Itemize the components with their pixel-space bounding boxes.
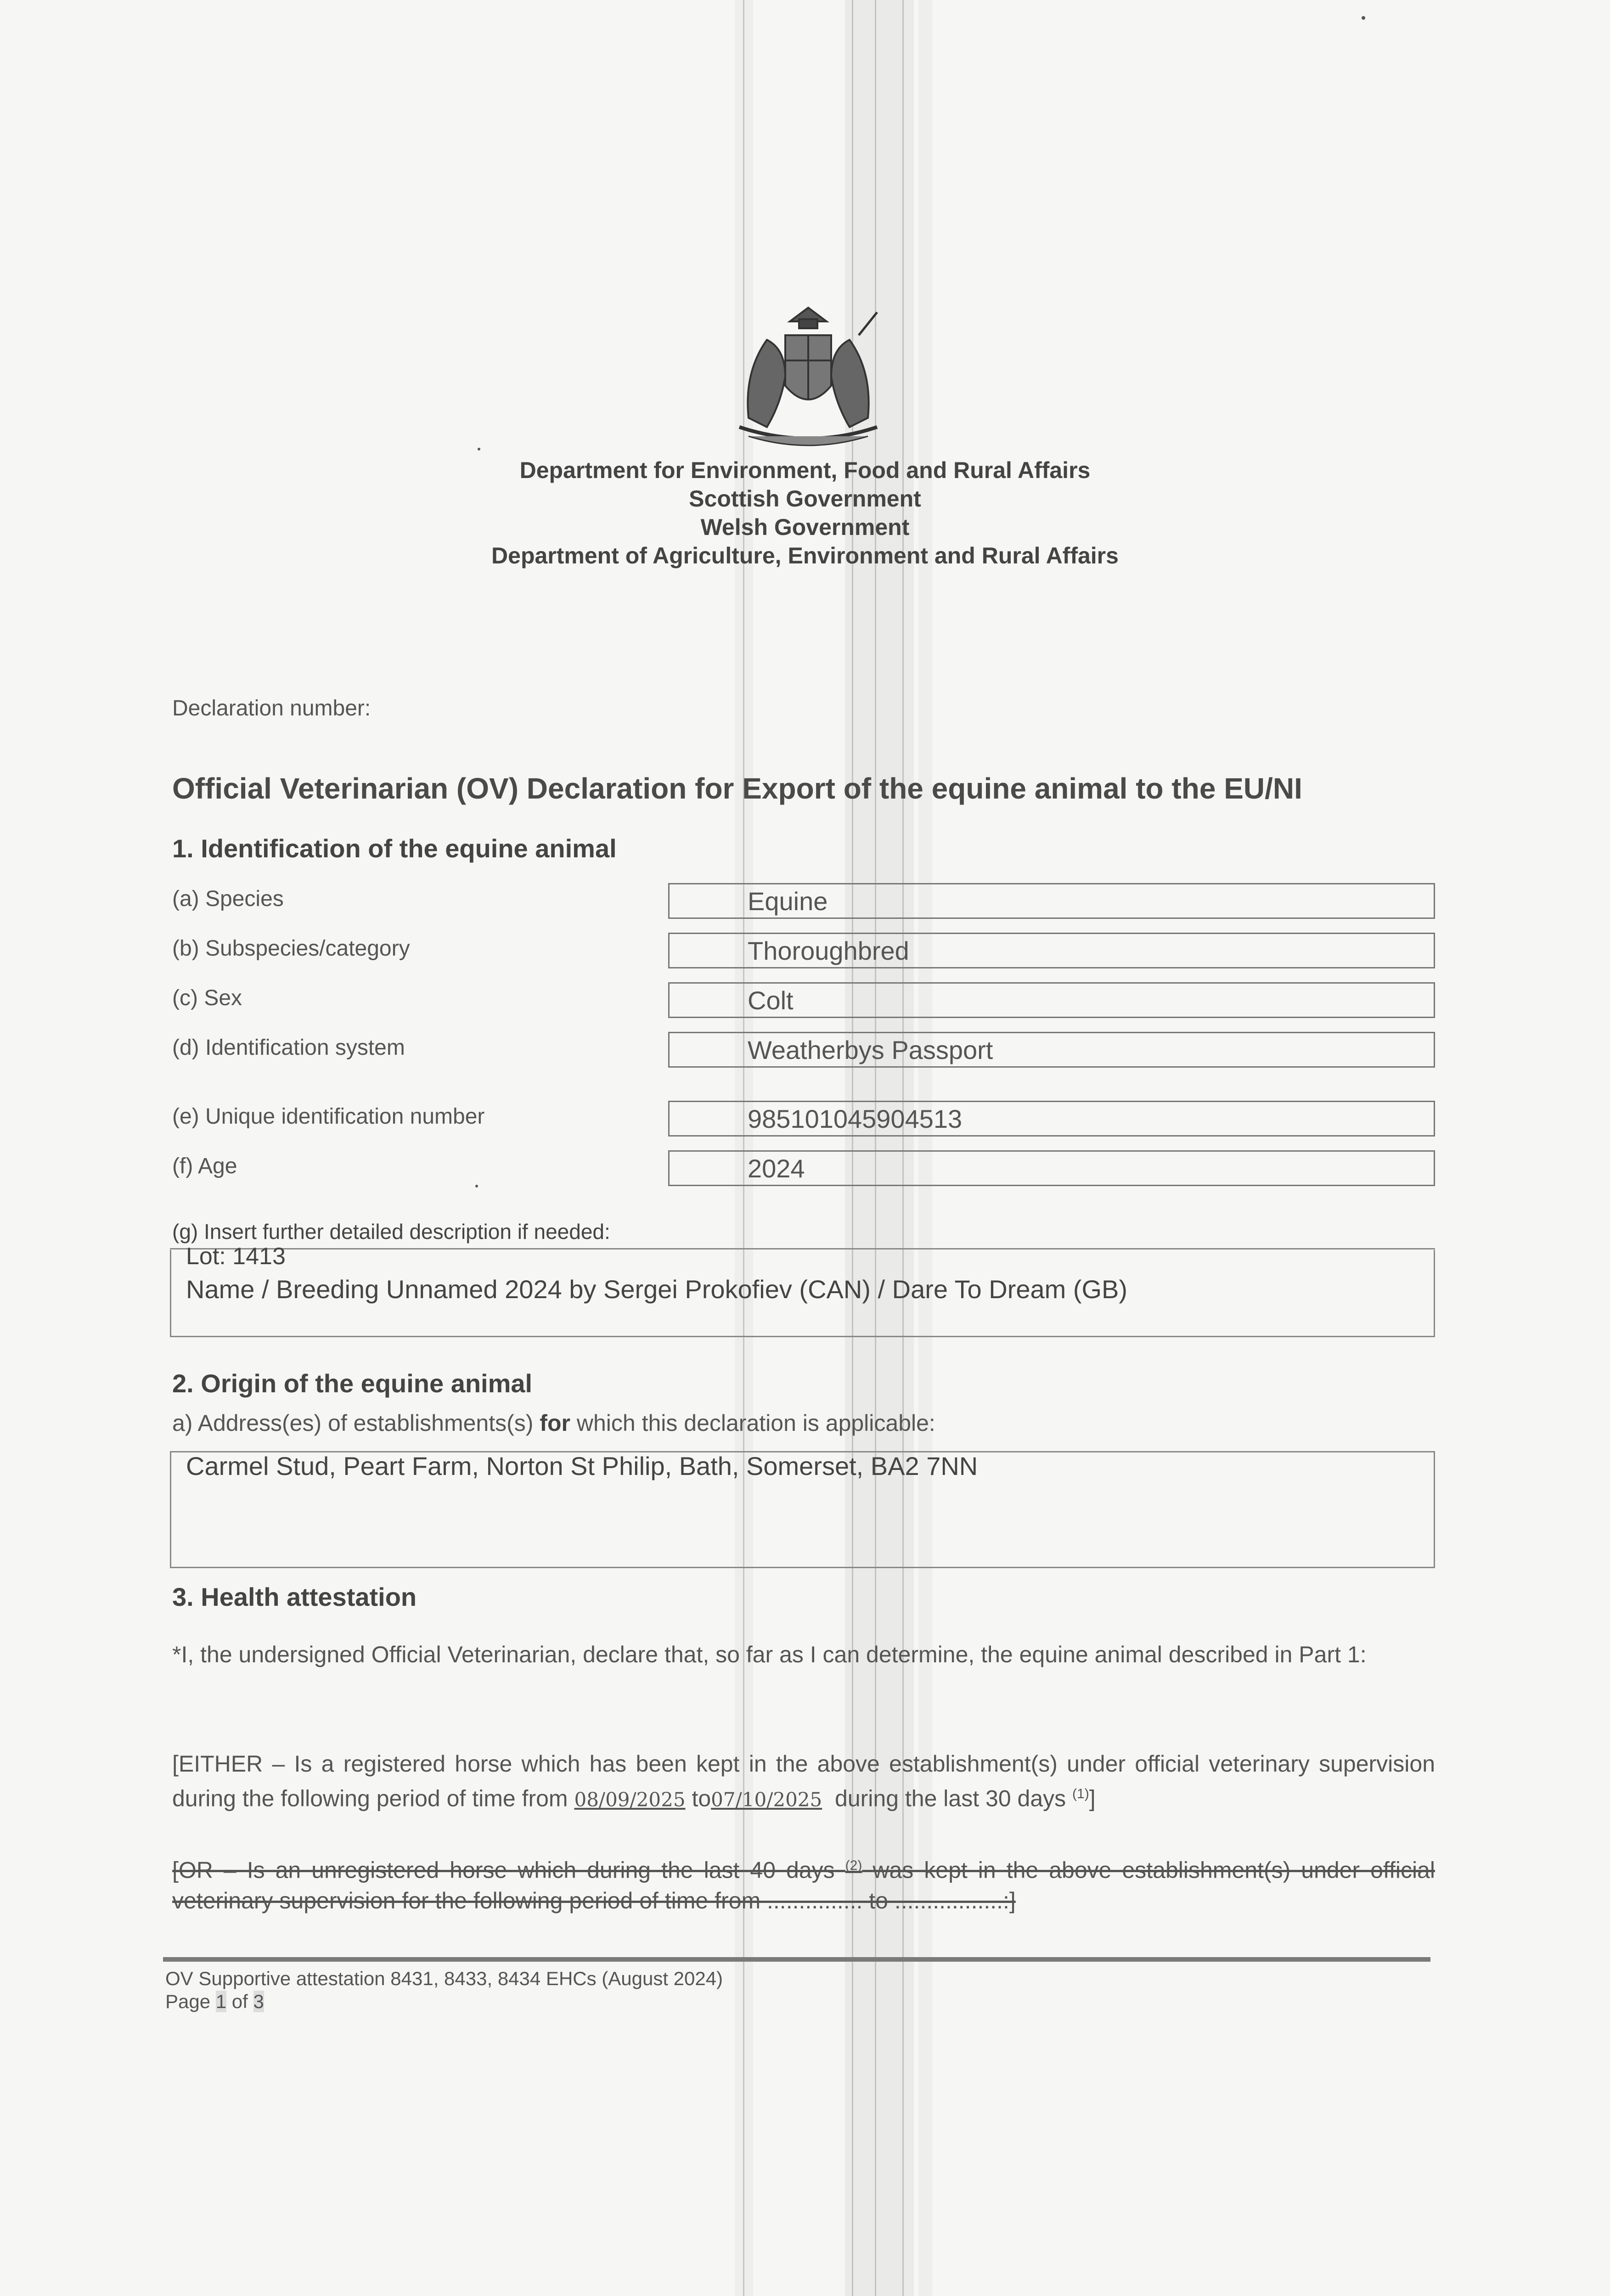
scan-streak xyxy=(918,0,932,2296)
footer-attestation: OV Supportive attestation 8431, 8433, 8434 EHCs (August 2024) xyxy=(165,1968,723,1989)
footnote-ref: (2) xyxy=(845,1858,862,1873)
either-end-text: during the last 30 days xyxy=(835,1785,1066,1812)
scan-line xyxy=(902,0,904,2296)
label-bold-text: for xyxy=(540,1410,570,1436)
declaration-number-label: Declaration number: xyxy=(172,696,371,720)
label-text: which this declaration is applicable: xyxy=(570,1410,935,1436)
scan-speck xyxy=(478,448,480,450)
of-label: of xyxy=(231,1991,248,2012)
or-text: [OR – Is an unregistered horse which during the last 40 days xyxy=(172,1857,835,1883)
bracket: ] xyxy=(1089,1785,1096,1812)
species-label: (a) Species xyxy=(172,887,284,911)
attestation-intro: *I, the undersigned Official Veterinarian, declare that, so far as I can determine, the equine animal described in Part 1: xyxy=(172,1642,1367,1667)
further-description-label: (g) Insert further detailed description if needed: xyxy=(172,1220,610,1244)
date-from: 08/09/2025 xyxy=(574,1788,686,1811)
section-3-heading: 3. Health attestation xyxy=(172,1582,417,1611)
subspecies-label: (b) Subspecies/category xyxy=(172,936,410,961)
lot-text: Lot: 1413 xyxy=(186,1243,286,1270)
date-to: 07/10/2025 xyxy=(711,1788,822,1811)
page-current: 1 xyxy=(215,1991,227,2012)
establishment-address-label xyxy=(172,1410,935,1436)
either-text: [EITHER – Is a registered horse which has been kept in the above establishment(s) under official veterinary supervision during the following period of time from xyxy=(172,1751,1435,1812)
sex-field[interactable]: Colt xyxy=(668,982,1435,1018)
or-clause-struck xyxy=(172,1851,1435,1916)
sex-label: (c) Sex xyxy=(172,986,242,1010)
breeding-text: Name / Breeding Unnamed 2024 by Sergei Prokofiev (CAN) / Dare To Dream (GB) xyxy=(186,1275,1128,1304)
document-title: Official Veterinarian (OV) Declaration for Export of the equine animal to the EU/NI xyxy=(172,772,1302,805)
page-total: 3 xyxy=(253,1991,264,2012)
identification-system-field[interactable]: Weatherbys Passport xyxy=(668,1032,1435,1068)
age-label: (f) Age xyxy=(172,1154,237,1178)
scan-speck xyxy=(1362,16,1365,20)
species-field[interactable]: Equine xyxy=(668,883,1435,919)
age-field[interactable]: 2024 xyxy=(668,1150,1435,1186)
department-name: Scottish Government xyxy=(689,486,921,512)
scan-speck xyxy=(475,1185,478,1187)
section-1-heading: 1. Identification of the equine animal xyxy=(172,834,617,863)
either-clause xyxy=(172,1749,1435,1815)
unique-id-label: (e) Unique identification number xyxy=(172,1104,485,1129)
page-label: Page xyxy=(165,1991,211,2012)
department-name: Department of Agriculture, Environment and Rural Affairs xyxy=(491,543,1119,568)
divider xyxy=(170,1248,1435,1249)
label-text: a) Address(es) of establishments(s) xyxy=(172,1410,540,1436)
identification-system-label: (d) Identification system xyxy=(172,1035,405,1060)
section-2-heading: 2. Origin of the equine animal xyxy=(172,1369,533,1398)
establishment-address: Carmel Stud, Peart Farm, Norton St Philip, Bath, Somerset, BA2 7NN xyxy=(186,1452,978,1480)
department-name: Welsh Government xyxy=(700,514,910,540)
unique-id-field[interactable]: 985101045904513 xyxy=(668,1101,1435,1137)
footnote-ref: (1) xyxy=(1072,1786,1089,1801)
page-number xyxy=(165,1991,264,2013)
department-name: Department for Environment, Food and Rural Affairs xyxy=(519,457,1091,483)
footer-divider xyxy=(163,1957,1430,1962)
royal-coat-of-arms-icon xyxy=(721,303,895,455)
or-text: was kept in the above establishment(s) under official veterinary supervision for the following period of time from ............... to .................:] xyxy=(172,1857,1435,1913)
to-word: to xyxy=(692,1785,711,1812)
subspecies-field[interactable]: Thoroughbred xyxy=(668,933,1435,968)
